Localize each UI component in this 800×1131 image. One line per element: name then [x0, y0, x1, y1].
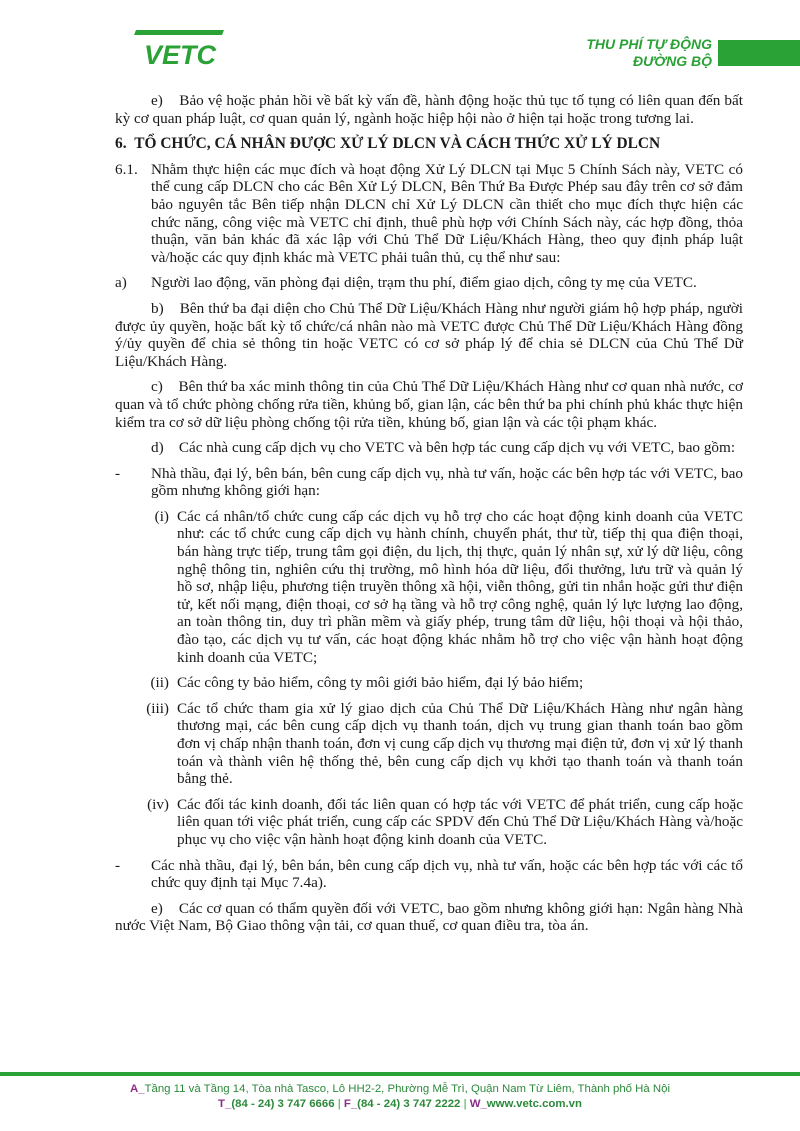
dash-marker: -	[115, 464, 121, 482]
para-b: b) Bên thứ ba đại diện cho Chủ Thể Dữ Liệu/Khách Hàng như người giám hộ hợp pháp, người được ủy quyền, hoặc bất kỳ tổ chức/cá nhân nào mà VETC được Chủ Thể Dữ Liệu/Khách Hàng đồng ý/ủy quyền để chia sẻ thông tin hoặc VETC có cơ sở pháp lý để chia sẻ DLCN của Chủ Thể Dữ Liệu/Khách Hàng.	[115, 299, 743, 370]
roman-item-iii	[115, 700, 743, 788]
section-title: 6. TỔ CHỨC, CÁ NHÂN ĐƯỢC XỬ LÝ DLCN VÀ CÁCH THỨC XỬ LÝ DLCN	[115, 135, 661, 153]
logo-text: VETC	[143, 40, 217, 70]
dash-item-2	[115, 857, 743, 892]
roman-marker: (iii)	[146, 699, 169, 717]
roman-item-text: Các tổ chức tham gia xử lý giao dịch của Chủ Thể Dữ Liệu/Khách Hàng như ngân hàng thương mại, các bên cung cấp dịch vụ thanh toán, dịch vụ trung gian thanh toán bao gồm đơn vị chấp nhận thanh toán, đơn vị cung cấp dịch vụ thương mại điện tử, đơn vị xử lý thanh toán và thành viên hệ thống thẻ, bên cung cấp dịch vụ khởi tạo thanh toán và thanh toán bằng thẻ.	[177, 699, 743, 788]
roman-marker: (i)	[154, 507, 169, 525]
para-a-text: Người lao động, văn phòng đại diện, trạm thu phí, điểm giao dịch, công ty mẹ của VETC.	[151, 274, 697, 292]
roman-item-iv	[115, 796, 743, 849]
document-body	[115, 92, 743, 943]
page-footer	[0, 1082, 800, 1112]
tel-label: T_	[218, 1098, 232, 1110]
address-text: Tầng 11 và Tầng 14, Tòa nhà Tasco, Lô HH2-2, Phường Mễ Trì, Quận Nam Từ Liêm, Thành phố Hà Nội	[144, 1083, 671, 1095]
slogan-bar	[718, 40, 800, 66]
para-a-marker: a)	[115, 274, 127, 292]
dash-item-1	[115, 465, 743, 500]
roman-marker: (iv)	[147, 795, 169, 813]
slogan-line-1: THU PHÍ TỰ ĐỘNG	[586, 36, 712, 52]
fax-text: (84 - 24) 3 747 2222	[357, 1098, 461, 1110]
para-d: d) Các nhà cung cấp dịch vụ cho VETC và bên hợp tác cung cấp dịch vụ với VETC, bao gồm:	[151, 439, 736, 457]
separator: |	[337, 1098, 341, 1110]
dash-marker: -	[115, 856, 121, 874]
slogan-line-2: ĐƯỜNG BỘ	[632, 53, 712, 69]
footer-address	[0, 1082, 800, 1097]
roman-item-text: Các cá nhân/tổ chức cung cấp các dịch vụ hỗ trợ cho các hoạt động kinh doanh của VETC như: các tổ chức cung cấp dịch vụ hành chính, chuyển phát, thư từ, tiếp thị qua điện thoại, bán hàng trực tiếp, trung tâm gọi điện, du lịch, thị thực, quản lý nhân sự, xử lý dữ liệu, công nghệ thông tin, nghiên cứu thị trường, mô hình hóa dữ liệu, đổi thưởng, lưu trữ và quản lý hồ sơ, nhập liệu, phương tiện truyền thông xã hội, viễn thông, gửi tin nhắn hoặc gửi thư điện tử, kết nối mạng, điện thoại, cơ sở hạ tầng và hỗ trợ công nghệ, quản lý lực lượng lao động, an toàn thông tin, duy trì phần mềm và giấy phép, trung tâm dữ liệu, hội thoại và hội thảo, đào tạo, các dịch vụ tư vấn, các hoạt động khác nhằm hỗ trợ cho việc vận hành hoạt động kinh doanh của VETC;	[177, 507, 743, 666]
tel-text: (84 - 24) 3 747 6666	[231, 1098, 335, 1110]
footer-contacts	[0, 1097, 800, 1112]
vetc-logo	[132, 30, 228, 76]
web-label: W_	[469, 1098, 487, 1110]
footer-divider	[0, 1072, 800, 1076]
roman-item-ii	[115, 674, 743, 692]
roman-marker: (ii)	[150, 674, 169, 692]
para-6-1-text: Nhằm thực hiện các mục đích và hoạt động Xử Lý DLCN tại Mục 5 Chính Sách này, VETC có thể cung cấp DLCN cho các Bên Xử Lý DLCN, Bên Thứ Ba Được Phép sau đây trên cơ sở đảm bảo nguyên tắc Bên tiếp nhận DLCN chỉ Xử Lý DLCN cần thiết cho mục đích thực hiện các chức năng, công việc mà VETC chỉ định, thuê phù hợp với Chính Sách này, các hợp đồng, thỏa thuận, văn bản khác đã xác lập với Chủ Thể Dữ Liệu/Khách Hàng, theo quy định pháp luật và/hoặc các quy định khác mà VETC phải tuân thủ, cụ thể như sau:	[151, 160, 743, 266]
header-slogan	[586, 36, 712, 70]
para-6-1-marker: 6.1.	[115, 160, 138, 178]
para-e: e) Các cơ quan có thẩm quyền đối với VETC, bao gồm nhưng không giới hạn: Ngân hàng Nhà nước Việt Nam, Bộ Giao thông vận tải, cơ quan thuế, cơ quan điều tra, tòa án.	[115, 899, 743, 935]
dash-item-1-text: Nhà thầu, đại lý, bên bán, bên cung cấp dịch vụ, nhà tư vấn, hoặc các bên hợp tác với VETC, bao gồm nhưng không giới hạn:	[151, 464, 743, 500]
dash-item-2-text: Các nhà thầu, đại lý, bên bán, bên cung cấp dịch vụ, nhà tư vấn, hoặc các bên hợp tác với các tổ chức quy định tại Mục 7.4a).	[151, 856, 743, 892]
roman-item-i	[115, 508, 743, 666]
address-label: A_	[129, 1083, 145, 1095]
para-6-1	[115, 161, 743, 267]
para-e-previous: e) Bảo vệ hoặc phản hồi về bất kỳ vấn đề, hành động hoặc thủ tục tố tụng có liên quan đến bất kỳ cơ quan pháp luật, cơ quan quản lý, ngành hoặc hiệp hội nào ở hiện tại hoặc trong tương lai.	[115, 92, 743, 127]
roman-item-text: Các đối tác kinh doanh, đối tác liên quan có hợp tác với VETC để phát triển, cung cấp hoặc liên quan tới việc phát triển, cung cấp các SPDV đến Chủ Thể Dữ Liệu/Khách Hàng và/hoặc phục vụ cho việc vận hành hoạt động kinh doanh của VETC.	[177, 795, 743, 848]
fax-label: F_	[343, 1098, 358, 1110]
separator: |	[463, 1098, 467, 1110]
para-a	[115, 274, 743, 292]
website-link[interactable]: www.vetc.com.vn	[486, 1098, 582, 1110]
page-header	[0, 0, 800, 80]
para-c: c) Bên thứ ba xác minh thông tin của Chủ Thể Dữ Liệu/Khách Hàng như cơ quan nhà nước, cơ quan và tổ chức phòng chống rửa tiền, khủng bố, gian lận, các bên thứ ba phi chính phủ khác thực hiện kiểm tra cơ sở dữ liệu phòng chống tội rửa tiền, khủng bố, gian lận và các tội phạm khác.	[115, 378, 743, 431]
roman-item-text: Các công ty bảo hiểm, công ty môi giới bảo hiểm, đại lý bảo hiểm;	[177, 674, 584, 692]
